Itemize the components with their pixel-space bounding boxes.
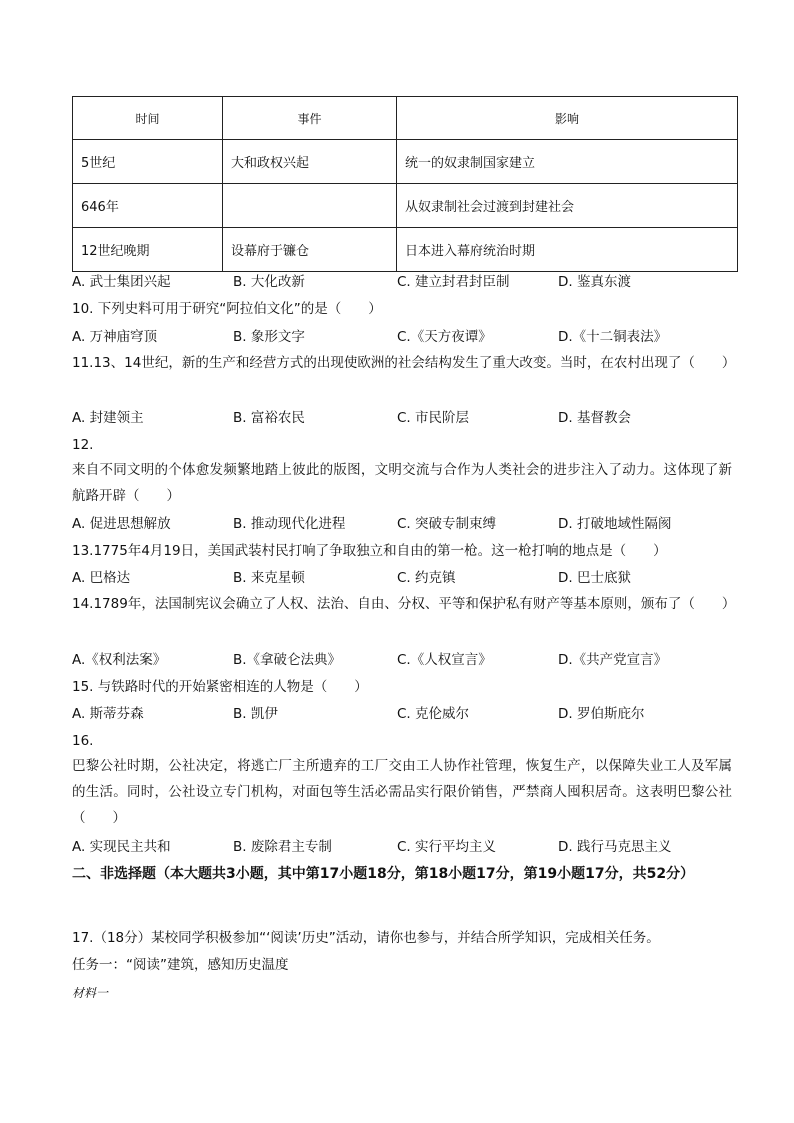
table-cell: 统一的奴隶制国家建立 [397,140,738,184]
option-d: D. 巴士底狱 [558,570,631,586]
option-a: A. 促进思想解放 [72,516,171,532]
option-b: B. 推动现代化进程 [233,516,346,532]
option-b: B. 来克星顿 [233,570,305,586]
table-cell: 大和政权兴起 [223,140,397,184]
option-c: C. 实行平均主义 [397,839,497,855]
question-16-stem: 巴黎公社时期，公社决定，将逃亡厂主所遗弃的工厂交由工人协作社管理，恢复生产，以保障失业工人及军属的生活。同时，公社设立专门机构，对面包等生活必需品实行限价销售，严禁商人囤积居奇。这表明巴黎公社（ ） [72,758,732,826]
option-a: A. 封建领主 [72,410,144,426]
question-17-stem: 17.（18分）某校同学积极参加“‘阅读’历史”活动，请你也参与，并结合所学知识，完成相关任务。 [72,930,660,946]
question-16-number: 16. [72,733,94,749]
question-10-stem: 10. 下列史料可用于研究“阿拉伯文化”的是（ ） [72,301,382,317]
table-header: 影响 [397,97,738,140]
table-cell: 646年 [73,184,223,228]
option-d: D. 鉴真东渡 [558,274,631,290]
option-d: D. 打破地域性隔阂 [558,516,672,532]
option-c: C.《天方夜谭》 [397,329,492,345]
option-a: A. 实现民主共和 [72,839,171,855]
option-b: B. 废除君主专制 [233,839,332,855]
option-b: B. 凯伊 [233,706,278,722]
table-header: 时间 [73,97,223,140]
option-a: A. 武士集团兴起 [72,274,171,290]
option-d: D.《共产党宣言》 [558,652,668,668]
table-cell: 日本进入幕府统治时期 [397,228,738,272]
material-label: 材料一 [72,986,109,1000]
option-c: C. 约克镇 [397,570,456,586]
table-header-row [73,97,738,140]
table-row [73,140,738,184]
table-row [73,228,738,272]
option-d: D. 基督教会 [558,410,631,426]
option-c: C. 克伦威尔 [397,706,470,722]
table-cell: 12世纪晚期 [73,228,223,272]
history-table [72,96,738,272]
table-cell [223,184,397,228]
option-a: A. 巴格达 [72,570,131,586]
option-b: B. 富裕农民 [233,410,305,426]
option-b: B. 象形文字 [233,329,305,345]
task-1-heading: 任务一：“阅读”建筑，感知历史温度 [72,957,289,973]
question-14-stem: 14.1789年，法国制宪议会确立了人权、法治、自由、分权、平等和保护私有财产等基本原则，颁布了（ ） [72,596,736,612]
option-c: C. 建立封君封臣制 [397,274,510,290]
table-cell: 从奴隶制社会过渡到封建社会 [397,184,738,228]
question-13-stem: 13.1775年4月19日，美国武装村民打响了争取独立和自由的第一枪。这一枪打响的地点是（ ） [72,543,667,559]
option-b: B. 大化改新 [233,274,305,290]
option-a: A. 斯蒂芬森 [72,706,144,722]
option-a: A.《权利法案》 [72,652,167,668]
option-d: D. 罗伯斯庇尔 [558,706,645,722]
option-c: C.《人权宣言》 [397,652,492,668]
table-cell: 5世纪 [73,140,223,184]
table-cell: 设幕府于镰仓 [223,228,397,272]
option-c: C. 市民阶层 [397,410,470,426]
option-d: D. 践行马克思主义 [558,839,672,855]
option-d: D.《十二铜表法》 [558,329,668,345]
question-12-stem: 来自不同文明的个体愈发频繁地踏上彼此的版图，文明交流与合作为人类社会的进步注入了动力。这体现了新航路开辟（ ） [72,462,732,504]
question-11-stem: 11.13、14世纪，新的生产和经营方式的出现使欧洲的社会结构发生了重大改变。当时，在农村出现了（ ） [72,355,736,371]
section-heading: 二、非选择题（本大题共3小题，其中第17小题18分，第18小题17分，第19小题17分，共52分） [72,866,695,882]
question-15-stem: 15. 与铁路时代的开始紧密相连的人物是（ ） [72,679,368,695]
option-a: A. 万神庙穹顶 [72,329,158,345]
table-row [73,184,738,228]
option-b: B.《拿破仑法典》 [233,652,342,668]
table-header: 事件 [223,97,397,140]
question-12-number: 12. [72,437,94,453]
option-c: C. 突破专制束缚 [397,516,497,532]
